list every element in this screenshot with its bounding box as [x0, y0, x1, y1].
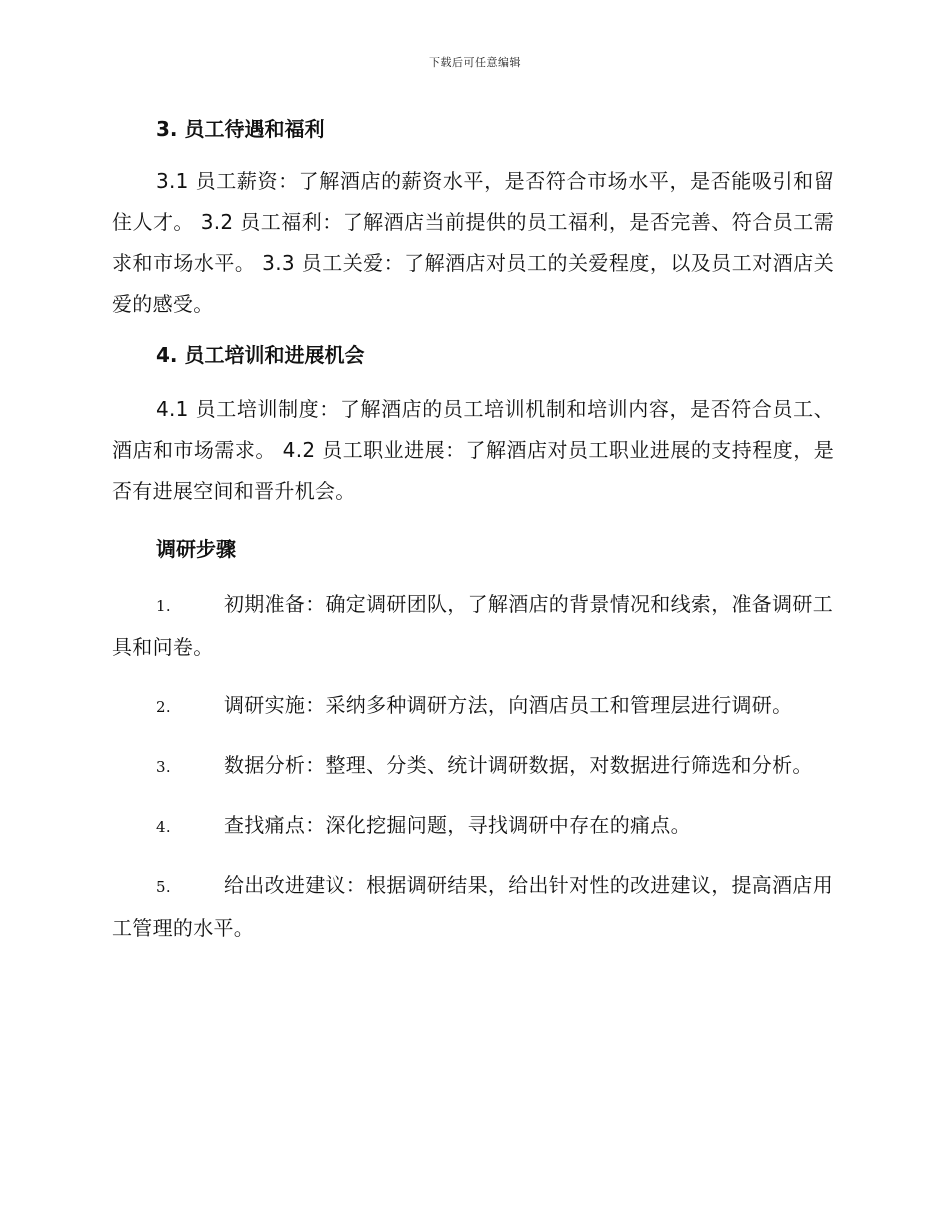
section-heading-research-steps: 调研步骤 [156, 537, 236, 561]
list-item-text: 调研实施：采纳多种调研方法，向酒店员工和管理层进行调研。 [224, 693, 793, 717]
list-item-number: 1. [156, 597, 171, 615]
section-paragraph-training: 4.1 员工培训制度：了解酒店的员工培训机制和培训内容，是否符合员工、酒店和市场需求。 4.2 员工职业进展：了解酒店对员工职业进展的支持程度，是否有进展空间和晋升机会。 [112, 397, 834, 503]
list-item-number: 5. [156, 878, 171, 896]
list-item [112, 685, 834, 728]
list-item [112, 865, 834, 949]
page-header-note: 下载后可任意编辑 [429, 56, 521, 69]
section-heading-training: 4. 员工培训和进展机会 [156, 343, 365, 367]
list-item-number: 4. [156, 818, 171, 836]
list-item [112, 584, 834, 668]
section-paragraph-benefits: 3.1 员工薪资：了解酒店的薪资水平，是否符合市场水平，是否能吸引和留住人才。 3.2 员工福利：了解酒店当前提供的员工福利，是否完善、符合员工需求和市场水平。 3.3 员工关爱：了解酒店对员工的关爱程度，以及员工对酒店关爱的感受。 [112, 169, 834, 316]
document-body [112, 110, 834, 966]
list-item-number: 2. [156, 698, 171, 716]
list-item-number: 3. [156, 758, 171, 776]
list-item [112, 745, 834, 788]
list-item-text: 给出改进建议：根据调研结果，给出针对性的改进建议，提高酒店用工管理的水平。 [112, 873, 833, 940]
list-item-text: 初期准备：确定调研团队，了解酒店的背景情况和线索，准备调研工具和问卷。 [112, 592, 833, 659]
list-item-text: 查找痛点：深化挖掘问题，寻找调研中存在的痛点。 [224, 813, 691, 837]
section-heading-benefits: 3. 员工待遇和福利 [156, 117, 325, 141]
list-item-text: 数据分析：整理、分类、统计调研数据，对数据进行筛选和分析。 [224, 753, 813, 777]
research-steps-list [112, 584, 834, 949]
list-item [112, 805, 834, 848]
